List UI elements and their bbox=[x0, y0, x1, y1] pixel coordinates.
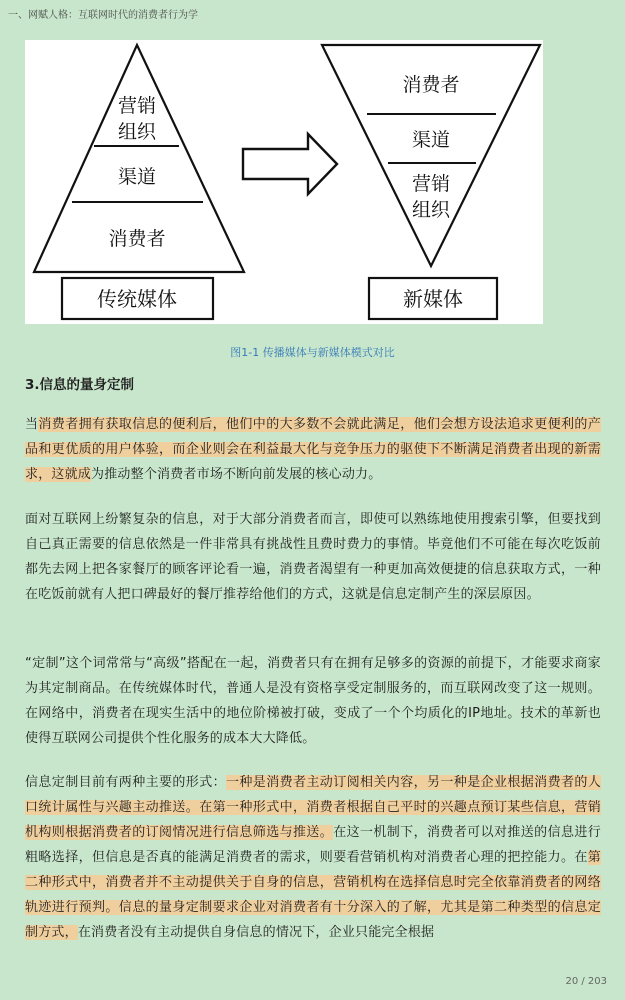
paragraph-4-highlight-1: 一种是消费者主动订阅相关内容，另一种是企业根据消费者的人口统计属性与兴趣主动推送。在第一种形式中，消费者根据自己平时的兴趣点预订某些信息，营销机构则根据消费者的订阅情况进行信息筛选与推送。 bbox=[25, 775, 601, 840]
section-heading: 3.信息的量身定制 bbox=[25, 377, 135, 393]
paragraph-4-highlight-2: 第二种形式中，消费者并不主动提供关于自身的信息，营销机构在选择信息时完全依靠消费者的网络轨迹进行预判。信息的量身定制要求企业对消费者有十分深入的了解，尤其是第二种类型的信息定制方式， bbox=[25, 850, 601, 940]
traditional-top-line-1: 营销 bbox=[117, 95, 157, 117]
paragraph-1-part-1: 当 bbox=[25, 417, 39, 432]
figure-caption: 图1-1 传播媒体与新媒体模式对比 bbox=[230, 346, 395, 359]
paragraph-1-highlight: 消费者拥有获取信息的便利后，他们中的大多数不会就此满足，他们会想方设法追求更便利的产品和更优质的用户体验，而企业则会在利益最大化与竞争压力的驱使下不断满足消费者出现的新需求，这就成 bbox=[25, 417, 601, 482]
right-arrow-icon bbox=[243, 134, 337, 194]
new-media-top-label: 消费者 bbox=[402, 74, 460, 96]
new-media-label: 新媒体 bbox=[403, 287, 463, 311]
paragraph-1 bbox=[25, 412, 601, 487]
new-media-bottom-line-1: 营销 bbox=[411, 173, 451, 195]
media-comparison-figure bbox=[25, 40, 543, 324]
paragraph-4 bbox=[25, 770, 601, 945]
paragraph-1-part-3: 为推动整个消费者市场不断向前发展的核心动力。 bbox=[91, 467, 382, 482]
traditional-media-label: 传统媒体 bbox=[97, 287, 177, 311]
new-media-bottom-line-2: 组织 bbox=[411, 199, 451, 221]
paragraph-4-part-1: 信息定制目前有两种主要的形式： bbox=[25, 775, 226, 790]
paragraph-3: “定制”这个词常常与“高级”搭配在一起，消费者只有在拥有足够多的资源的前提下，才能要求商家为其定制商品。在传统媒体时代，普通人是没有资格享受定制服务的，而互联网改变了这一规则。在网络中，消费者在现实生活中的地位阶梯被打破，变成了一个个均质化的IP地址。技术的革新也使得互联网公司提供个性化服务的成本大大降低。 bbox=[25, 656, 601, 746]
traditional-bottom-label: 消费者 bbox=[108, 228, 166, 250]
traditional-middle-label: 渠道 bbox=[117, 166, 157, 188]
paragraph-2: 面对互联网上纷繁复杂的信息，对于大部分消费者而言，即使可以熟练地使用搜索引擎，但要找到自己真正需要的信息依然是一件非常具有挑战性且费时费力的事情。毕竟他们不可能在每次吃饭前都先去网上把各家餐厅的顾客评论看一遍，消费者渴望有一种更加高效便捷的信息获取方式，一种在吃饭前就有人把口碑最好的餐厅推荐给他们的方式，这就是信息定制产生的深层原因。 bbox=[25, 512, 601, 602]
paragraph-4-part-5: 在消费者没有主动提供自身信息的情况下，企业只能完全根据 bbox=[77, 925, 435, 940]
traditional-top-line-2: 组织 bbox=[117, 121, 157, 143]
running-header: 一、网赋人格：互联网时代的消费者行为学 bbox=[8, 10, 198, 21]
page-number: 20 / 203 bbox=[565, 976, 607, 987]
paragraph-4-part-3: 在这一机制下，消费者可以对推送的信息进行粗略选择，但信息是否真的能满足消费者的需求，则要看营销机构对消费者心理的把控能力。在 bbox=[25, 825, 601, 865]
media-comparison-diagram bbox=[25, 40, 543, 324]
new-media-middle-label: 渠道 bbox=[411, 129, 451, 151]
